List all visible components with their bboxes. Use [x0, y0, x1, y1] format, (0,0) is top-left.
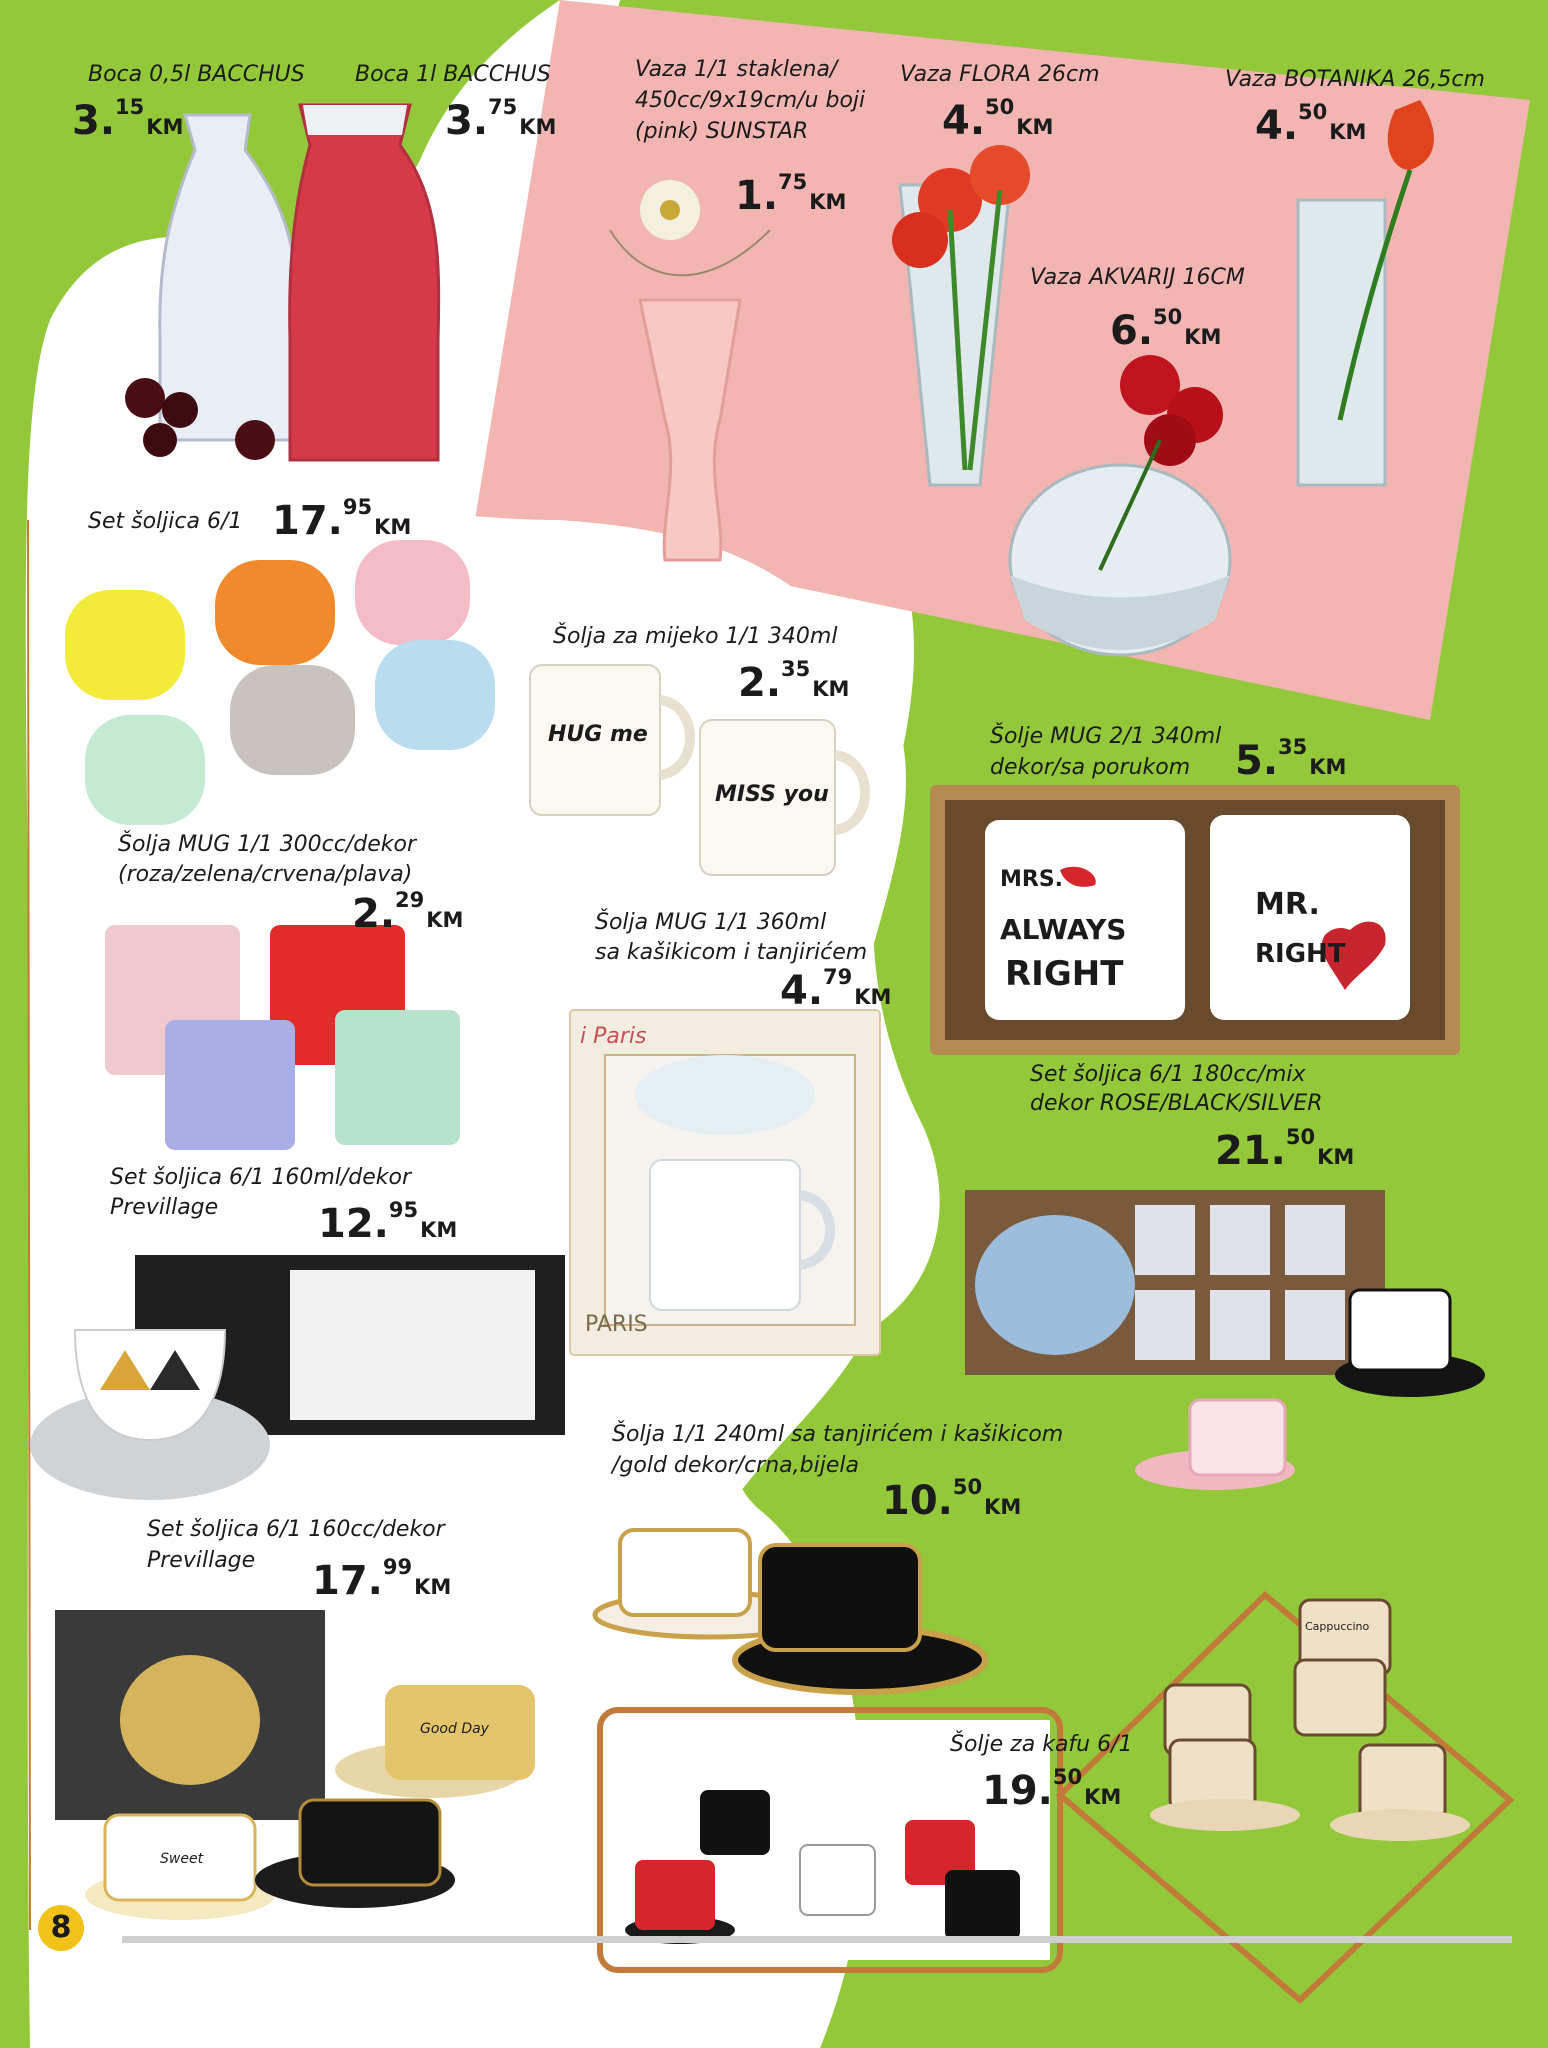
product-name-vaza-botanika: Vaza BOTANIKA 26,5cm — [1225, 67, 1485, 92]
flora-vase-image — [892, 145, 1030, 485]
akvarij-vase-image — [1010, 355, 1230, 655]
price-solja-mug-360: 4.79KM — [780, 965, 892, 1014]
price-vaza-botanika: 4.50KM — [1255, 100, 1367, 149]
product-name-vaza-sunstar-3: (pink) SUNSTAR — [635, 119, 809, 144]
right-label: RIGHT — [1005, 954, 1124, 994]
price-boca-05: 3.15KM — [72, 95, 184, 144]
i-paris-label: i Paris — [580, 1024, 647, 1049]
product-name-boca-05: Boca 0,5l BACCHUS — [88, 62, 305, 87]
good-day-label: Good Day — [420, 1721, 489, 1737]
price-solja-mug-300: 2.29KM — [352, 888, 464, 937]
product-name-set-180cc-1: Set šoljica 6/1 180cc/mix — [1030, 1062, 1306, 1087]
product-name-set-soljica-6: Set šoljica 6/1 — [88, 509, 243, 534]
product-name-solja-mug-300-2: (roza/zelena/crvena/plava) — [118, 862, 413, 887]
botanika-vase-image — [1298, 100, 1434, 485]
bottle-small-image — [160, 115, 298, 440]
price-solje-mug-2: 5.35KM — [1235, 735, 1347, 784]
cappuccino-label: Cappuccino — [1305, 1620, 1370, 1633]
product-name-set-160ml-2: Previllage — [110, 1195, 219, 1220]
pink-vase-image — [610, 180, 770, 560]
miss-you-label: MISS you — [715, 782, 829, 807]
pastel-mugs-image — [65, 540, 495, 825]
sweet-label: Sweet — [160, 1851, 204, 1867]
price-set-160ml: 12.95KM — [318, 1198, 458, 1247]
product-name-vaza-sunstar-2: 450cc/9x19cm/u boji — [635, 88, 866, 113]
price-solja-240: 10.50KM — [882, 1475, 1022, 1524]
bottle-large-image — [290, 105, 439, 460]
hug-me-label: HUG me — [548, 722, 648, 747]
price-vaza-flora: 4.50KM — [942, 95, 1054, 144]
product-name-solja-mug-300-1: Šolja MUG 1/1 300cc/dekor — [118, 832, 416, 857]
price-set-soljica-6: 17.95KM — [272, 495, 412, 544]
price-solje-kafu: 19.50KM — [982, 1765, 1122, 1814]
always-label: ALWAYS — [1000, 913, 1127, 946]
previllage-160cc-set-image — [55, 1610, 535, 1920]
price-set-180cc: 21.50KM — [1215, 1125, 1355, 1174]
product-name-solja-mug-360-1: Šolja MUG 1/1 360ml — [595, 910, 827, 935]
product-name-set-160cc-2: Previllage — [147, 1548, 256, 1573]
product-name-solja-mijeko: Šolja za mijeko 1/1 340ml — [553, 624, 838, 649]
product-name-boca-1: Boca 1l BACCHUS — [355, 62, 551, 87]
price-boca-1: 3.75KM — [445, 95, 557, 144]
product-name-solje-kafu: Šolje za kafu 6/1 — [950, 1732, 1133, 1757]
product-name-solje-mug-2-1: Šolje MUG 2/1 340ml — [990, 724, 1222, 749]
product-name-set-180cc-2: dekor ROSE/BLACK/SILVER — [1030, 1091, 1323, 1116]
product-name-vaza-akvarij: Vaza AKVARIJ 16CM — [1030, 265, 1245, 290]
price-vaza-akvarij: 6.50KM — [1110, 305, 1222, 354]
homemade-mugs-image — [105, 925, 460, 1150]
previllage-160ml-set-image — [30, 1255, 565, 1500]
product-name-vaza-flora: Vaza FLORA 26cm — [900, 62, 1100, 87]
product-name-set-160ml-1: Set šoljica 6/1 160ml/dekor — [110, 1165, 412, 1190]
mr-label: MR. — [1255, 887, 1320, 922]
footer-divider — [122, 1936, 1512, 1943]
product-name-set-160cc-1: Set šoljica 6/1 160cc/dekor — [147, 1517, 445, 1542]
right2-label: RIGHT — [1255, 939, 1346, 969]
product-name-solja-240-1: Šolja 1/1 240ml sa tanjirićem i kašikicom — [612, 1422, 1064, 1447]
paris-box-image — [570, 1010, 880, 1355]
mrs-label: MRS. — [1000, 867, 1064, 892]
product-name-vaza-sunstar-1: Vaza 1/1 staklena/ — [635, 57, 838, 82]
product-name-solja-mug-360-2: sa kašikicom i tanjirićem — [595, 940, 868, 965]
page-number: 8 — [38, 1905, 84, 1951]
product-name-solja-240-2: /gold dekor/crna,bijela — [612, 1453, 859, 1478]
product-name-solje-mug-2-2: dekor/sa porukom — [990, 755, 1191, 780]
price-solja-mijeko: 2.35KM — [738, 657, 850, 706]
gold-cups-image — [595, 1530, 985, 1692]
price-vaza-sunstar: 1.75KM — [735, 170, 847, 219]
price-set-160cc: 17.99KM — [312, 1555, 452, 1604]
paris-label: PARIS — [585, 1312, 648, 1337]
